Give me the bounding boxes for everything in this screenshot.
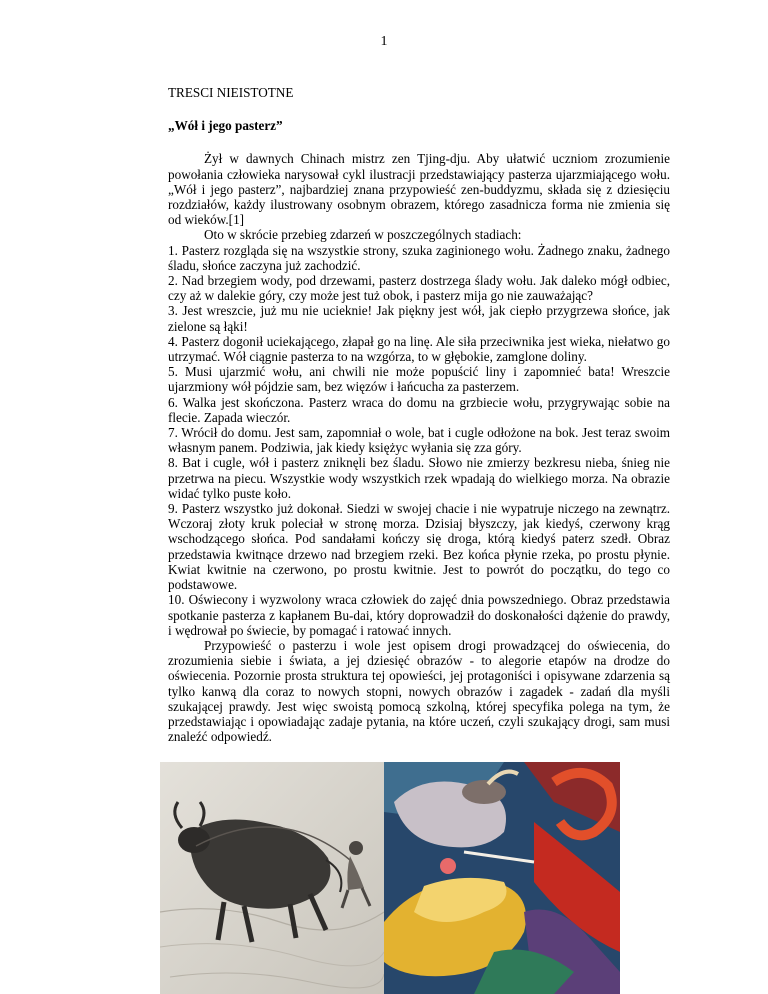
stage-item-6: 6. Walka jest skończona. Pasterz wraca do domu na grzbiecie wołu, przygrywając sobie na flecie. Zapada wieczór. <box>168 394 670 425</box>
document-body <box>168 85 670 744</box>
stage-item-3: 3. Jest wreszcie, już mu nie ucieknie! Jak piękny jest wół, jak ciepło przygrzewa słońce, jak zielone są łąki! <box>168 303 670 334</box>
stage-item-2: 2. Nad brzegiem wody, pod drzewami, pasterz dostrzega ślady wołu. Jak daleko mógł odbiec, czy aż w dalekie góry, czy może jest tuż obok, i pasterz mija go nie zauważając? <box>168 273 670 304</box>
stage-item-7: 7. Wrócił do domu. Jest sam, zapomniał o wole, bat i cugle odłożone na bok. Jest teraz swoim własnym panem. Podziwia, jak kiedy księżyc wyłania się zza góry. <box>168 425 670 456</box>
stage-item-5: 5. Musi ujarzmić wołu, ani chwili nie może popuścić liny i zapomnieć bata! Wreszcie ujarzmiony wół pójdzie sam, bez więzów i łańcucha za pasterzem. <box>168 364 670 395</box>
ink-ox-illustration <box>160 762 384 994</box>
section-title: TRESCI NIEISTOTNE <box>168 85 294 100</box>
stage-item-4: 4. Pasterz dogonił uciekającego, złapał go na linę. Ale siła przeciwnika jest wieka, niełatwo go utrzymać. Wół ciągnie pasterza to na wzgórza, to w głębokie, zamglone doliny. <box>168 333 670 365</box>
stage-item-1: 1. Pasterz rozgląda się na wszystkie strony, szuka zaginionego wołu. Żadnego znaku, żadnego śladu, słońce zaczyna już zachodzić. <box>168 242 670 273</box>
story-title: „Wół i jego pasterz” <box>168 118 283 134</box>
stage-item-8: 8. Bat i cugle, wół i pasterz zniknęli bez śladu. Słowo nie zmierzy bezkresu nieba, śnieg nie przetrwa na piecu. Wszystkie wody wszystkich rzek wpadają do wielkiego morza. Na obrazie widać tylko puste koło. <box>168 455 670 501</box>
color-painting <box>384 762 620 994</box>
stage-item-9: 9. Pasterz wszystko już dokonał. Siedzi w swojej chacie i nie wypatruje niczego na zewnątrz. Wczoraj złoty kruk poleciał w stronę morza. Dzisiaj błyszczy, jak kiedyś, czerwony krąg wschodzącego słońca. Pod sandałami kończy się droga, którą kiedyś paterz szedł. Obraz przedstawia kwitnące drzewo nad brzegiem rzeki. Bez końca płynie rzeka, po prostu płynie. Kwiat kwitnie na czerwono, po prostu kwitnie. Jest to powrót do początku, do tego co podstawowe. <box>168 501 670 593</box>
page-number: 1 <box>380 34 388 49</box>
closing-paragraph: Przypowieść o pasterzu i wole jest opisem drogi prowadzącej do oświecenia, do zrozumienia siebie i świata, a jej dziesięć obrazów - to alegorie etapów na drodze do oświecenia. Pozornie prosta struktura tej opowieści, jej protagoniści i opisywane zdarzenia są tylko kanwą dla coraz to nowych stopni, nowych obrazów i zagadek - zadań dla myśli szukającej prawdy. Jest więc swoistą pomocą szkolną, której specyfika polega na tym, że przedstawiając i opowiadając zadaje pytania, na które uczeń, czyli szukający drogi, sam musi znaleźć odpowiedź. <box>168 637 670 745</box>
intro-paragraph: Oto w skrócie przebieg zdarzeń w poszczególnych stadiach: <box>204 227 522 243</box>
intro-paragraph: Żył w dawnych Chinach mistrz zen Tjing-dju. Aby ułatwić uczniom zrozumienie powołania człowieka narysował cykl ilustracji przedstawiający pasterza ujarzmiającego wołu. „Wół i jego pasterz”, najbardziej znana przypowieść zen-buddyzmu, składa się z dziesięciu rozdziałów, każdy ilustrowany osobnym obrazem, którego zasadnicza forma nie zmienia się od wieków.[1] <box>168 151 670 228</box>
ink-ox-drawing <box>160 762 384 994</box>
illustrations <box>160 762 620 994</box>
color-painting-illustration <box>384 762 620 994</box>
stage-item-10: 10. Oświecony i wyzwolony wraca człowiek do zajęć dnia powszedniego. Obraz przedstawia spotkanie pasterza z kapłanem Bu-dai, który doprowadził do doskonałości dążenie do prawdy, i wędrował po świecie, by pomagać i ratować innych. <box>168 592 670 638</box>
